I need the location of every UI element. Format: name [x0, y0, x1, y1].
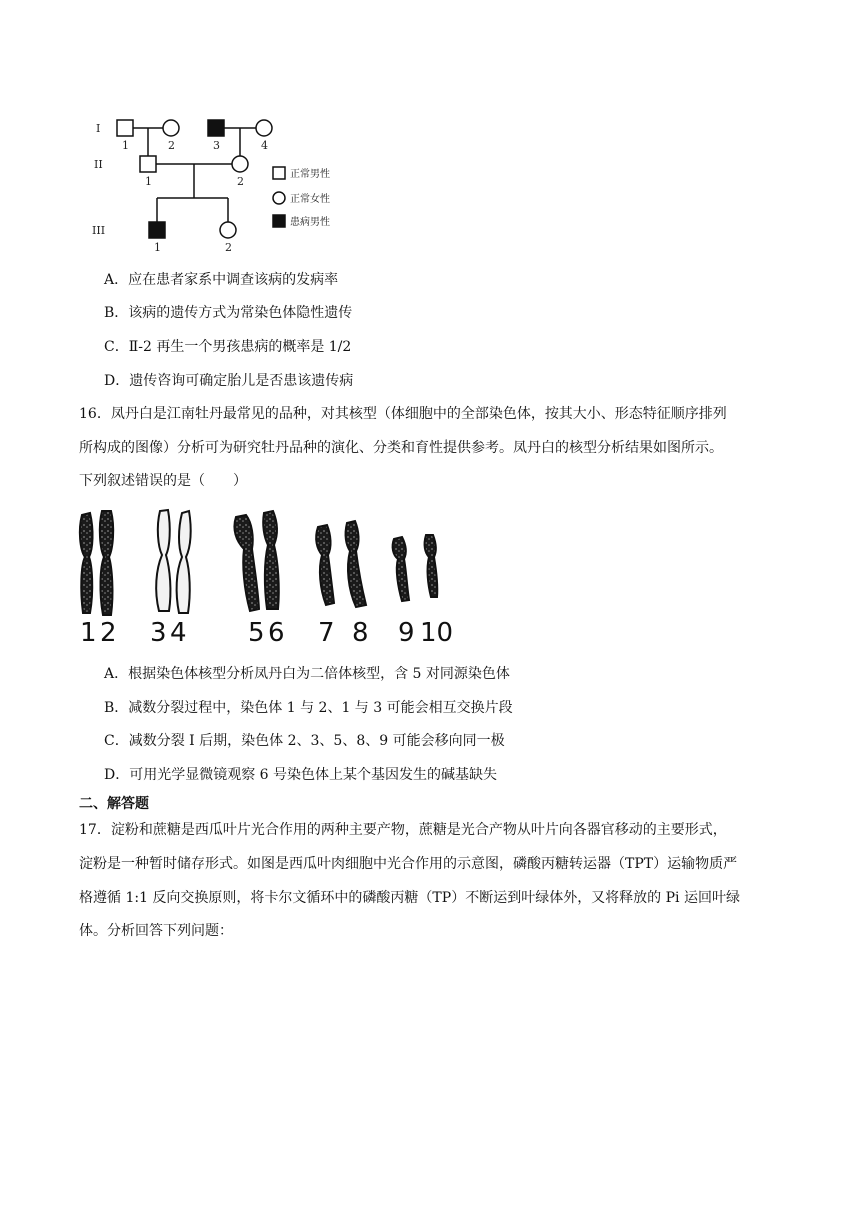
karyotype-figure — [76, 505, 456, 647]
pedigree-III-2-normal-female — [220, 222, 236, 238]
q17-line: 17．淀粉和蔗糖是西瓜叶片光合作用的两种主要产物，蔗糖是光合产物从叶片向各器官移动的主要形式， — [79, 822, 727, 838]
q16-stem-line: 所构成的图像）分析可为研究牡丹品种的演化、分类和育性提供参考。凤丹白的核型分析结果如图所示。 — [79, 440, 723, 456]
q17-line: 格遵循 1:1 反向交换原则，将卡尔文循环中的磷酸丙糖（TP）不断运到叶绿体外，又将释放的 Pi 运回叶绿 — [79, 890, 740, 906]
q16-option-d: D．可用光学显微镜观察 6 号染色体上某个基因发生的碱基缺失 — [104, 767, 498, 783]
q16-option-c: C．减数分裂 I 后期，染色体 2、3、5、8、9 可能会移向同一极 — [104, 733, 505, 749]
legend-label: 正常女性 — [290, 194, 330, 205]
pedigree-I-2-normal-female — [163, 120, 179, 136]
q16-option-a: A．根据染色体核型分析凤丹白为二倍体核型，含 5 对同源染色体 — [104, 666, 510, 682]
q17-line: 体。分析回答下列问题： — [79, 923, 233, 939]
q16-stem-line: 16．凤丹白是江南牡丹最常见的品种，对其核型（体细胞中的全部染色体，按其大小、形态特征顺序排列 — [79, 406, 727, 422]
generation-label: I — [96, 122, 101, 135]
chromosome-label: 9 — [398, 618, 415, 647]
individual-number: 4 — [261, 139, 268, 152]
legend-open-square-icon — [273, 167, 285, 179]
chromosome-label: 1 — [80, 618, 97, 647]
chromosome-label: 4 — [170, 618, 187, 647]
legend-label: 正常男性 — [290, 169, 330, 180]
q15-option-b: B．该病的遗传方式为常染色体隐性遗传 — [104, 305, 353, 321]
chromosome-9 — [393, 537, 409, 601]
q17-line: 淀粉是一种暂时储存形式。如图是西瓜叶肉细胞中光合作用的示意图，磷酸丙糖转运器（TPT）运输物质严 — [79, 856, 738, 872]
legend-filled-square-icon — [273, 215, 285, 227]
generation-label: III — [92, 224, 106, 237]
chromosome-10 — [425, 535, 438, 597]
chromosome-8 — [346, 521, 366, 607]
chromosome-6 — [263, 511, 279, 609]
chromosome-label: 8 — [352, 618, 369, 647]
q15-option-d: D．遗传咨询可确定胎儿是否患该遗传病 — [104, 373, 354, 389]
chromosome-label: 6 — [268, 618, 285, 647]
q16-option-b: B．减数分裂过程中，染色体 1 与 2、1 与 3 可能会相互交换片段 — [104, 700, 513, 716]
q15-option-a: A．应在患者家系中调查该病的发病率 — [104, 272, 339, 288]
chromosome-label: 10 — [420, 618, 454, 647]
individual-number: 2 — [225, 241, 232, 254]
pedigree-I-1-normal-male — [117, 120, 133, 136]
chromosome-label: 7 — [318, 618, 335, 647]
chromosome-4 — [177, 511, 191, 613]
individual-number: 1 — [154, 241, 161, 254]
individual-number: 2 — [168, 139, 175, 152]
individual-number: 1 — [145, 175, 152, 188]
individual-number: 2 — [237, 175, 244, 188]
pedigree-II-2-normal-female — [232, 156, 248, 172]
chromosome-label: 5 — [248, 618, 265, 647]
individual-number: 3 — [213, 139, 220, 152]
legend-open-circle-icon — [273, 192, 285, 204]
pedigree-I-4-normal-female — [256, 120, 272, 136]
section-title: 二、解答题 — [79, 796, 149, 812]
chromosome-1 — [80, 513, 93, 613]
legend-label: 患病男性 — [290, 217, 330, 228]
chromosome-2 — [100, 511, 113, 615]
chromosome-label: 3 — [150, 618, 167, 647]
q15-option-c: C．Ⅱ-2 再生一个男孩患病的概率是 1/2 — [104, 339, 352, 355]
chromosome-label: 2 — [100, 618, 117, 647]
pedigree-II-1-normal-male — [140, 156, 156, 172]
chromosome-5 — [234, 515, 259, 611]
chromosome-3 — [156, 510, 170, 611]
pedigree-figure — [90, 112, 350, 257]
pedigree-III-1-affected-male — [149, 222, 165, 238]
generation-label: II — [94, 158, 103, 171]
individual-number: 1 — [122, 139, 129, 152]
q16-stem-line: 下列叙述错误的是（ ） — [79, 473, 247, 489]
chromosome-7 — [316, 525, 334, 605]
pedigree-I-3-affected-male — [208, 120, 224, 136]
